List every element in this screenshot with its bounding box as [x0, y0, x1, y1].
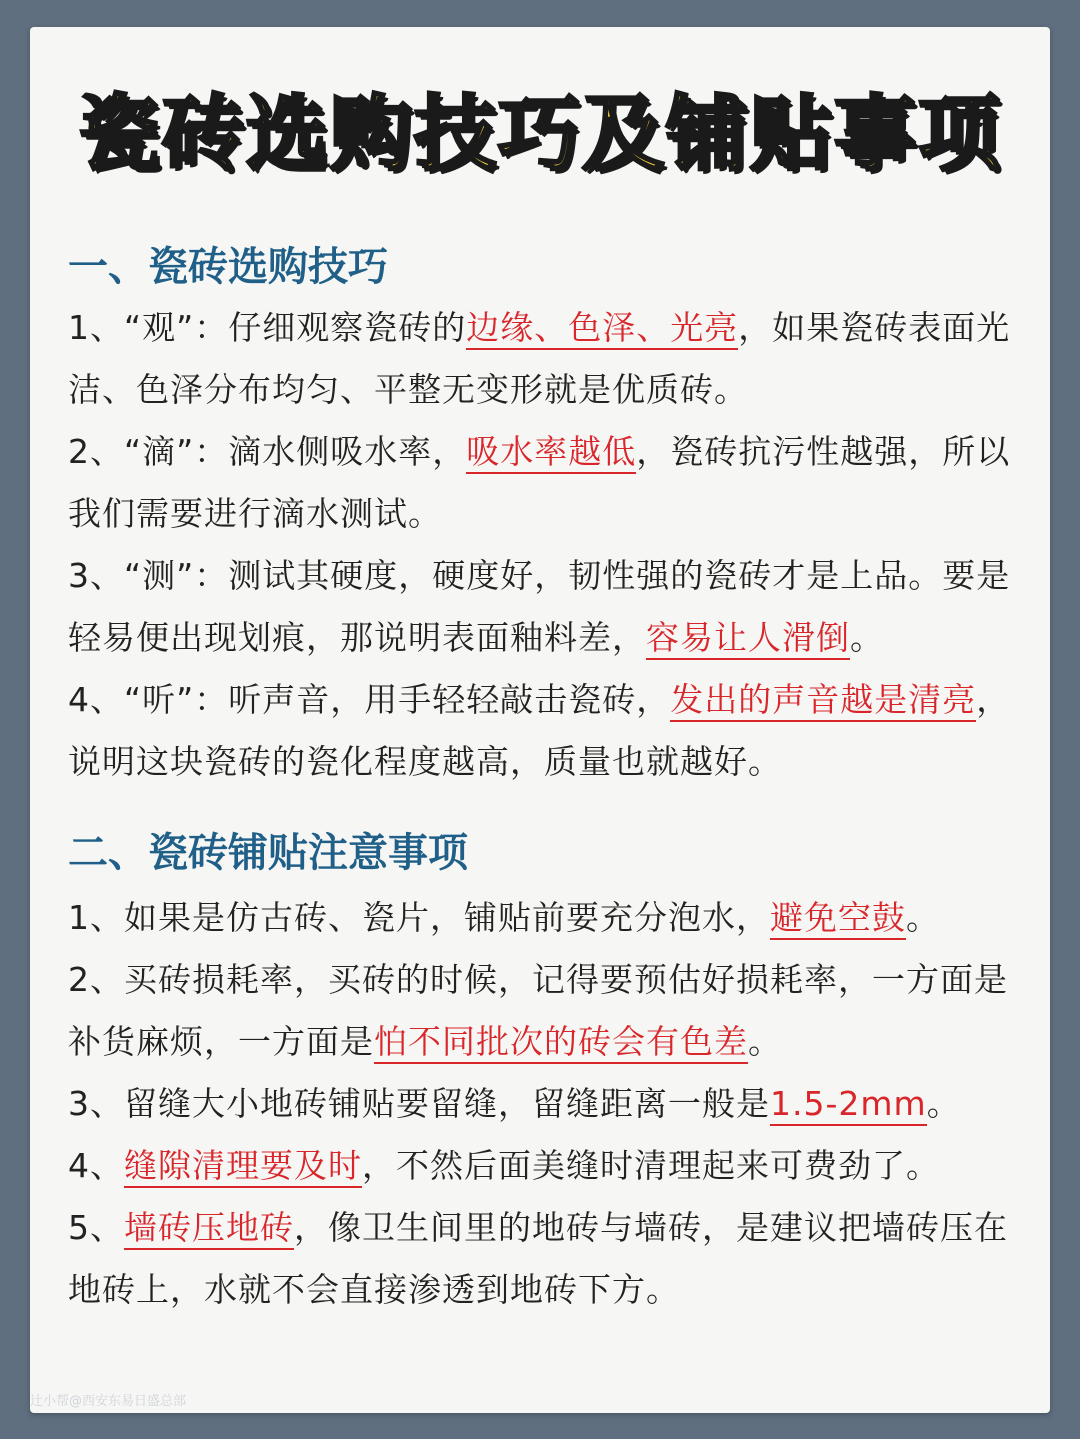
- item-text: 3、“测”：测试其硬度，硬度好，韧性强的瓷砖才是上品。要是轻易便出现划痕，那说明表面釉料差，: [68, 556, 1011, 657]
- list-item: [68, 1135, 1018, 1197]
- item-text: ，像卫生间里的地砖与墙砖，是建议把墙砖压在地砖上，水就不会直接渗透到地砖下方。: [68, 1208, 1008, 1309]
- item-text: 3、留缝大小地砖铺贴要留缝，留缝距离一般是: [68, 1084, 770, 1123]
- item-text: 1、如果是仿古砖、瓷片，铺贴前要充分泡水，: [68, 898, 770, 937]
- item-text: 。: [748, 1022, 782, 1061]
- item-highlight: 吸水率越低: [466, 432, 636, 474]
- item-text: ，瓷砖抗污性越强，所以我们需要进行滴水测试。: [68, 432, 1011, 533]
- item-text: 2、买砖损耗率，买砖的时候，记得要预估好损耗率，一方面是补货麻烦，一方面是: [68, 960, 1008, 1061]
- content-card: [30, 27, 1050, 1413]
- section-heading-tiling-notes: 二、瓷砖铺贴注意事项: [68, 830, 468, 876]
- list-item: [68, 1197, 1018, 1321]
- list-item: [68, 887, 1018, 949]
- item-text: 5、: [68, 1208, 124, 1247]
- list-item: [68, 949, 1018, 1073]
- watermark: 辻小帮@西安东易日盛总部: [30, 1394, 187, 1409]
- item-text: 1、“观”：仔细观察瓷砖的: [68, 308, 467, 347]
- list-item: [68, 297, 1018, 421]
- section-heading-buying-tips: 一、瓷砖选购技巧: [68, 244, 388, 290]
- item-text: 2、“滴”：滴水侧吸水率，: [68, 432, 467, 471]
- item-text: 。: [926, 1084, 961, 1123]
- item-text: ，不然后面美缝时清理起来可费劲了。: [362, 1146, 940, 1185]
- item-highlight: 怕不同批次的砖会有色差: [374, 1022, 748, 1064]
- item-highlight: 缝隙清理要及时: [124, 1146, 362, 1188]
- item-text: ，说明这块瓷砖的瓷化程度越高，质量也就越好。: [68, 680, 1011, 781]
- list-item: [68, 669, 1018, 793]
- list-item: [68, 545, 1018, 669]
- item-highlight: 发出的声音越是清亮: [670, 680, 976, 722]
- item-text: 。: [850, 618, 884, 657]
- item-highlight: 1.5-2mm: [770, 1084, 927, 1126]
- item-highlight: 边缘、色泽、光亮: [466, 308, 738, 350]
- item-text: ，如果瓷砖表面光洁、色泽分布均匀、平整无变形就是优质砖。: [68, 308, 1011, 409]
- item-highlight: 避免空鼓: [770, 898, 906, 940]
- list-item: [68, 421, 1018, 545]
- item-highlight: 容易让人滑倒: [646, 618, 850, 660]
- item-highlight: 墙砖压地砖: [124, 1208, 294, 1250]
- item-text: 4、“听”：听声音，用手轻轻敲击瓷砖，: [68, 680, 671, 719]
- item-text: 4、: [68, 1146, 124, 1185]
- page-title: 瓷砖选购技巧及铺贴事项: [77, 87, 1002, 182]
- list-item: [68, 1073, 1018, 1135]
- item-text: 。: [906, 898, 940, 937]
